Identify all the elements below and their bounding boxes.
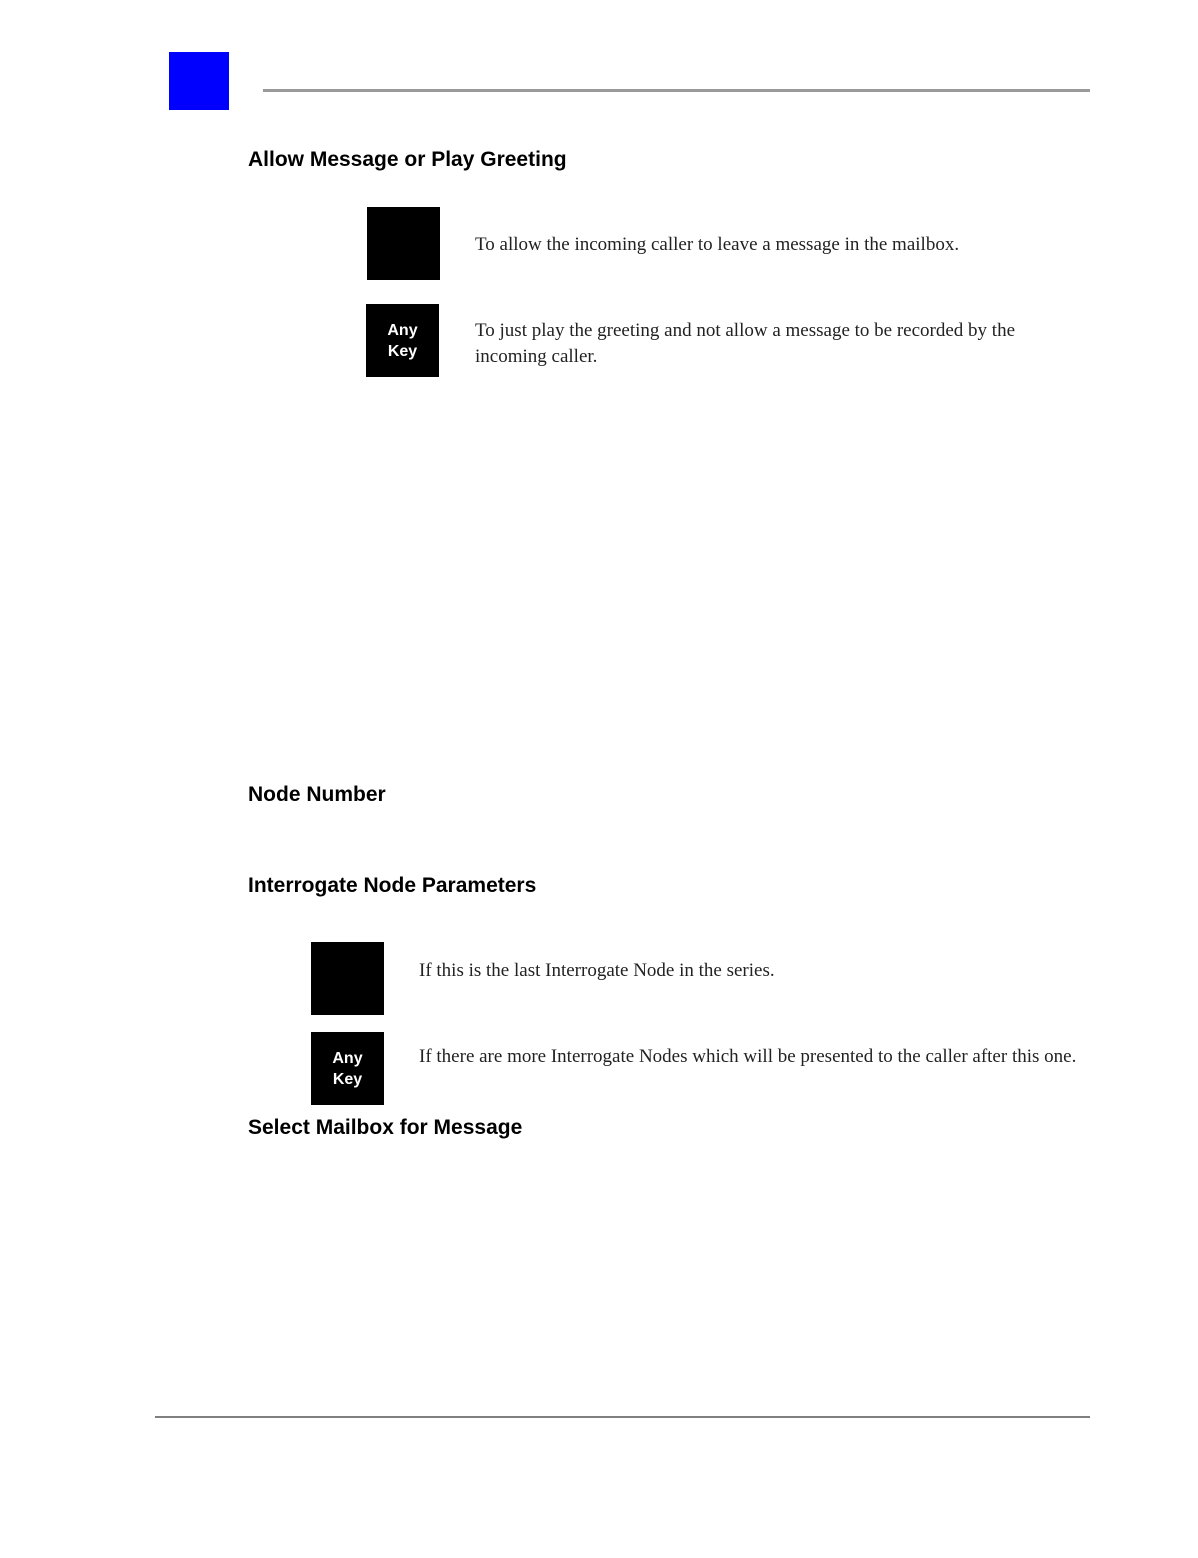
footer-rule (155, 1416, 1090, 1418)
chapter-tab (169, 52, 229, 110)
heading-interrogate-node-parameters: Interrogate Node Parameters (248, 874, 537, 897)
key-icon-blank (311, 942, 384, 1015)
any-key-icon (311, 1032, 384, 1105)
option-description: If this is the last Interrogate Node in the series. (419, 960, 775, 981)
key-label-line2: Key (332, 1070, 363, 1088)
heading-allow-message: Allow Message or Play Greeting (248, 148, 567, 171)
key-icon-blank (367, 207, 440, 280)
header-rule (263, 89, 1090, 92)
option-description: To just play the greeting and not allow a message to be recorded by the incoming caller. (475, 320, 1016, 367)
key-label-line2: Key (387, 342, 418, 360)
heading-node-number: Node Number (248, 783, 386, 806)
key-label-line1: Any (387, 321, 418, 339)
key-label-line1: Any (332, 1049, 363, 1067)
option-description: If there are more Interrogate Nodes which will be presented to the caller after this one. (419, 1046, 1077, 1067)
option-description: To allow the incoming caller to leave a message in the mailbox. (475, 234, 960, 255)
heading-select-mailbox: Select Mailbox for Message (248, 1116, 523, 1139)
any-key-icon (366, 304, 439, 377)
